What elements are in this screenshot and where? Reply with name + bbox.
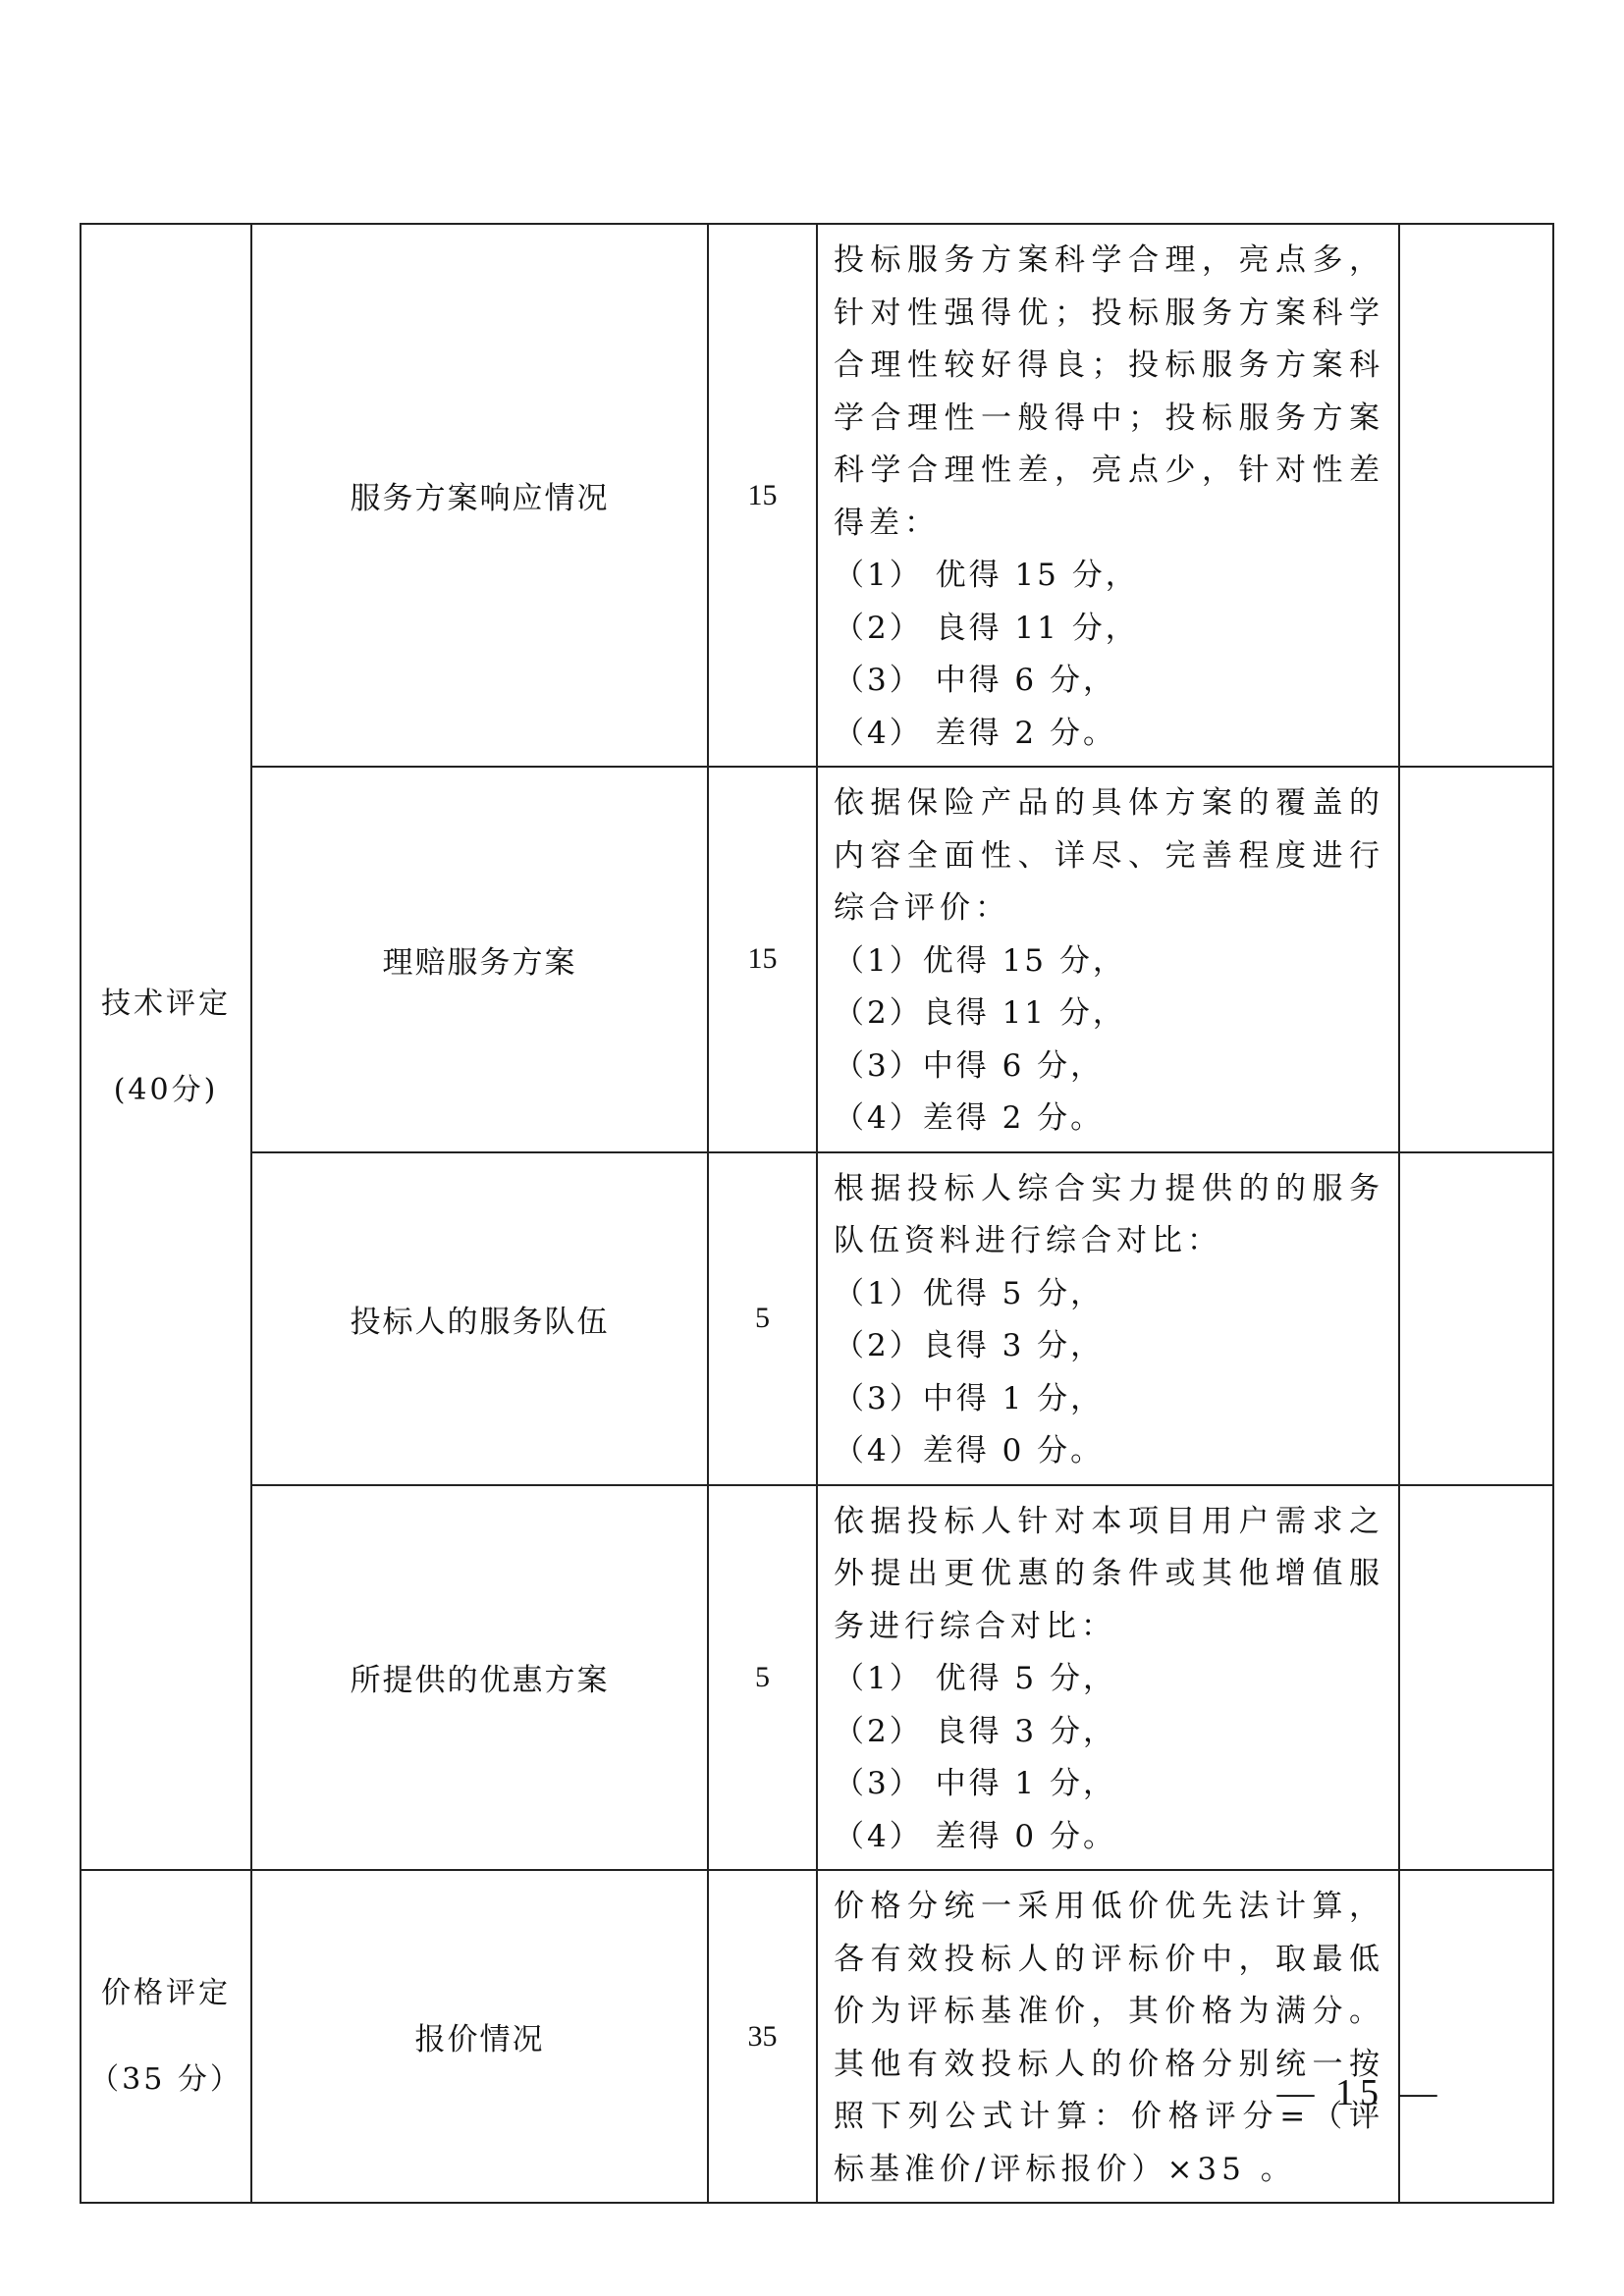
empty-cell <box>1399 767 1553 1152</box>
criteria-text: 依据投标人针对本项目用户需求之外提出更优惠的条件或其他增值服务进行综合对比： <box>834 1503 1384 1644</box>
criteria-text: 根据投标人综合实力提供的的服务队伍资料进行综合对比： <box>834 1170 1384 1258</box>
item-cell: 理赔服务方案 <box>251 767 708 1152</box>
grade-level: （2）良得 11 分， <box>834 995 1126 1031</box>
empty-cell <box>1399 224 1553 767</box>
criteria-text: 依据保险产品的具体方案的覆盖的内容全面性、详尽、完善程度进行综合评价： <box>834 785 1384 926</box>
category-points: （35 分） <box>89 2061 243 2097</box>
criteria-cell <box>817 767 1399 1152</box>
grade-level: （4）差得 2 分。 <box>834 1100 1105 1136</box>
grade-level: （3） 中得 1 分， <box>834 1766 1117 1801</box>
category-label: 价格评定 <box>101 1975 231 2010</box>
criteria-cell <box>817 1152 1399 1485</box>
item-cell: 所提供的优惠方案 <box>251 1485 708 1871</box>
table-row <box>81 767 1553 1152</box>
grade-level: （4） 差得 0 分。 <box>834 1818 1117 1854</box>
score-cell: 5 <box>708 1485 817 1871</box>
grade-level: （3）中得 6 分， <box>834 1047 1105 1084</box>
score-cell: 15 <box>708 224 817 767</box>
score-cell: 35 <box>708 1870 817 2203</box>
criteria-cell <box>817 1485 1399 1871</box>
table-row <box>81 224 1553 767</box>
category-points: (40分) <box>113 1072 219 1107</box>
grade-level: （4） 差得 2 分。 <box>834 715 1117 751</box>
empty-cell <box>1399 1152 1553 1485</box>
table-row <box>81 1152 1553 1485</box>
page-number: — 15 — <box>1276 2072 1443 2113</box>
grade-level: （1） 优得 5 分， <box>834 1661 1117 1696</box>
empty-cell <box>1399 1870 1553 2203</box>
item-cell: 服务方案响应情况 <box>251 224 708 767</box>
score-cell: 15 <box>708 767 817 1152</box>
empty-cell <box>1399 1485 1553 1871</box>
grade-level: （1）优得 15 分， <box>834 942 1126 979</box>
category-cell-technical <box>81 224 251 1870</box>
scoring-table-page <box>80 223 1552 2204</box>
score-cell: 5 <box>708 1152 817 1485</box>
grade-level: （3） 中得 6 分， <box>834 663 1117 698</box>
table-row <box>81 1485 1553 1871</box>
grade-level: （4）差得 0 分。 <box>834 1433 1105 1468</box>
criteria-text: 价格分统一采用低价优先法计算，各有效投标人的评标价中，取最低价为评标基准价，其价格为满分。其他有效投标人的价格分别统一按照下列公式计算：价格评分=（评标基准价/评标报价）×35 。 <box>834 1889 1384 2187</box>
grade-level: （3）中得 1 分， <box>834 1380 1105 1416</box>
grade-level: （2）良得 3 分， <box>834 1328 1105 1363</box>
scoring-criteria-table <box>80 223 1554 2204</box>
category-label: 技术评定 <box>101 986 231 1021</box>
item-cell: 报价情况 <box>251 1870 708 2203</box>
category-cell-price <box>81 1870 251 2203</box>
criteria-cell <box>817 1870 1399 2203</box>
item-cell: 投标人的服务队伍 <box>251 1152 708 1485</box>
grade-level: （1） 优得 15 分， <box>834 558 1139 593</box>
table-row <box>81 1870 1553 2203</box>
grade-level: （1）优得 5 分， <box>834 1275 1105 1311</box>
criteria-cell <box>817 224 1399 767</box>
criteria-text: 投标服务方案科学合理，亮点多，针对性强得优；投标服务方案科学合理性较好得良；投标服务方案科学合理性一般得中；投标服务方案科学合理性差，亮点少，针对性差得差： <box>834 242 1384 541</box>
grade-level: （2） 良得 11 分， <box>834 610 1139 646</box>
grade-level: （2） 良得 3 分， <box>834 1713 1117 1749</box>
